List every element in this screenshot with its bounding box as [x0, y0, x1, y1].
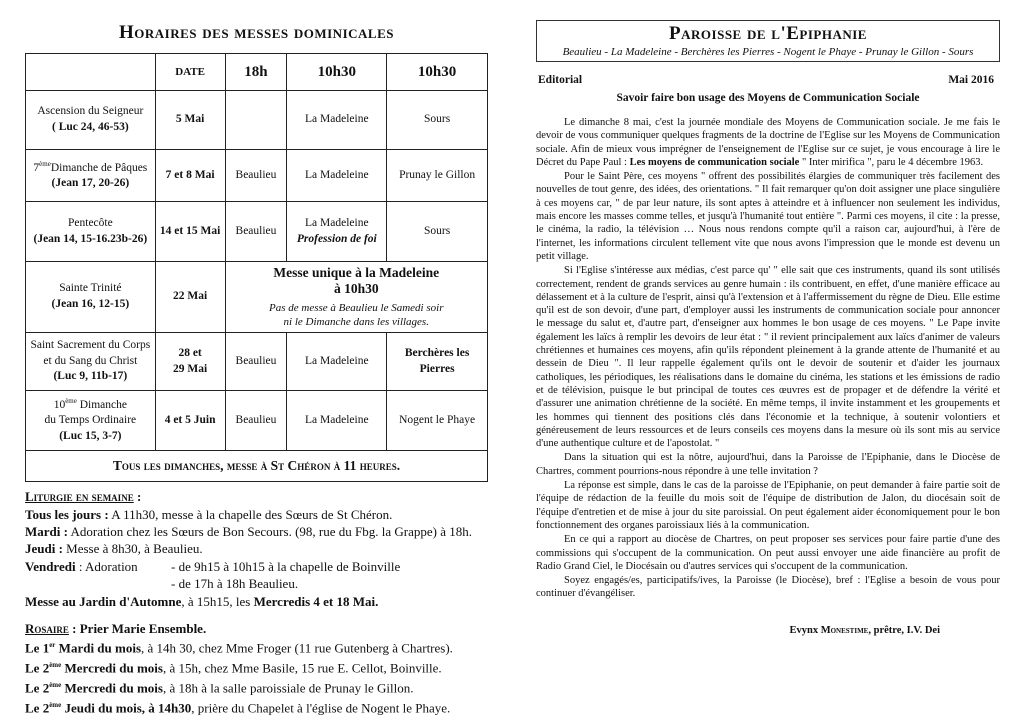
rosary-line-text: , à 15h, chez Mme Basile, 15 rue E. Cellot, Boinville. — [162, 660, 442, 676]
table-footer-row — [26, 451, 488, 482]
liturgy-heading-text: Liturgie en semaine — [25, 489, 134, 505]
date-cell: 14 et 15 Mai — [155, 202, 225, 262]
liturgy-line-text: A 11h30, messe à la chapelle des Sœurs de St Chéron. — [108, 506, 393, 522]
feast-text: Dimanche — [79, 398, 127, 411]
unique-mass-note — [228, 301, 485, 330]
rosary-heading-text: Rosaire — [25, 621, 69, 637]
header-feast-cell — [26, 54, 156, 91]
rosary-line — [25, 657, 488, 677]
date-line1: 28 et — [178, 346, 202, 359]
cell-10h30-a: La Madeleine — [287, 391, 387, 451]
feast-ordinal-sup: ème — [65, 396, 77, 405]
rosary-line-sup: ème — [49, 680, 62, 689]
rosary-line-label: Mercredi du mois — [61, 660, 163, 676]
signature — [536, 625, 1000, 636]
rosary-line-label: Mercredi du mois — [61, 680, 163, 696]
liturgy-line-label: Mardi : — [25, 524, 68, 540]
rosary-heading — [25, 620, 488, 637]
liturgy-line-emphasis: Mercredis 4 et 18 Mai. — [253, 593, 379, 609]
liturgy-line — [25, 558, 488, 575]
liturgy-line-label: Tous les jours : — [25, 506, 109, 522]
feast-cell — [26, 391, 156, 451]
unique-mass-cell — [225, 262, 487, 333]
issue-date: Mai 2016 — [948, 74, 994, 86]
editorial-body — [536, 116, 1000, 601]
cell-10h30-b: Sours — [387, 202, 488, 262]
editorial-label: Editorial — [538, 74, 583, 86]
gospel-ref: (Jean 14, 15-16.23b-26) — [33, 232, 148, 245]
editorial-subtitle: Savoir faire bon usage des Moyens de Communication Sociale — [616, 92, 920, 104]
parish-title-box — [536, 20, 1000, 62]
liturgy-line-detail: - de 9h15 à 10h15 à la chapelle de Boinville — [171, 558, 401, 574]
liturgy-line — [25, 506, 488, 523]
rosary-heading-rest: : Prier Marie Ensemble. — [68, 621, 207, 637]
venue-line2: Pierres — [419, 362, 455, 375]
parish-places: Beaulieu - La Madeleine - Berchères les Pierres - Nogent le Phaye - Prunay le Gillon - Sours — [562, 46, 974, 58]
rosary-line-ordinal: Le 2 — [25, 700, 50, 715]
unique-mass-note-line2: ni le Dimanche dans les villages. — [283, 316, 429, 329]
paragraph-emphasis: Les moyens de communication sociale — [629, 156, 800, 168]
header-10h30-a: 10h30 — [287, 54, 387, 91]
editorial-header — [536, 74, 1000, 86]
feast-cell — [26, 262, 156, 333]
date-cell — [155, 333, 225, 391]
rosary-line-ordinal: Le 2 — [25, 680, 50, 696]
feast-name-line2: et du Sang du Christ — [43, 354, 138, 367]
rosary-line — [25, 697, 488, 717]
gospel-ref: (Luc 15, 3-7) — [59, 429, 122, 442]
feast-name: Sainte Trinité — [59, 282, 122, 295]
liturgy-line-detail: - de 17h à 18h Beaulieu. — [171, 576, 299, 592]
mass-schedule-title: Horaires des messes dominicales — [119, 22, 394, 43]
st-cheron-footer: Tous les dimanches, messe à St Chéron à 11 heures. — [26, 451, 488, 482]
cell-10h30-b — [387, 333, 488, 391]
date-cell: 22 Mai — [155, 262, 225, 333]
paragraph-text: Le dimanche 8 mai, c'est la journée mondiale des Moyens de Communication sociale. Je me fais le devoir de vous communiquer quelques fragments de la doctrine de l'Eglise sur les Moyens de Communication sociale. Afin de mieux vous imprégner de l'enseignement de l'Eglise sur ce sujet, je vous encourage à lire le Décret du Pape Paul : — [536, 117, 1000, 168]
cell-18h: Beaulieu — [225, 202, 287, 262]
table-row — [26, 333, 488, 391]
feast-cell — [26, 333, 156, 391]
paragraph: Pour le Saint Père, ces moyens " offrent des possibilités élargies de communiquer très facilement des nouvelles de tout genre, des idées, des orientations. " Il fait remarquer qu'on doit assigner une place singulière à ces moyens car, " de par leur nature, ils sont aptes à atteindre et à influencer non seulement les individus, mais encore les masses comme telles, et jusqu'à l'humanité tout entière ". Parmi ces moyens, il cite : la presse, le cinéma, la radio, la télévision … Nous nous rendons compte qu'il a raison car, aujourd'hui, à l'ère de l'internet, les informations circulent tellement vite que nous avons l'impression que le monde est devenu un petit village. — [536, 171, 1000, 262]
feast-cell — [26, 150, 156, 202]
rosary-line-sup: er — [49, 641, 56, 650]
right-column — [536, 20, 1000, 636]
unique-mass-note-line1: Pas de messe à Beaulieu le Samedi soir — [269, 301, 444, 314]
feast-name: Ascension du Seigneur — [37, 105, 144, 118]
parish-title: Paroisse de l'Epiphanie — [669, 23, 867, 44]
paragraph: Si l'Eglise s'intéresse aux médias, c'est parce qu' " elle sait que ces instruments, quand ils sont utilisés correctement, rendent de grands services au genre humain : ils contribuent, en effet, d'une manière efficace au délassement et à la culture de l'esprit, ainsi qu'à l'extension et à l'affermissement du règne de Dieu. Elle estime qu'il est de son devoir, d'une part, d'employer aussi les instruments de communication sociale pour annoncer le message du salut et, d'autre part, d'enseigner aux hommes le bon usage de ces moyens. " Le Pape invite également les laïcs à remplir les devoirs de leur état : " il revient principalement aux laïcs d'animer de valeurs chrétiennes et humaines ces moyens, afin qu'ils répondent pleinement à la grande attente de l'humanité et au dessein de Dieu ". Il leur rappelle également qu'ils ont le devoir de soutenir et d'aider les journaux catholiques, les périodiques, les réalisations dans le domaine du cinéma, les stations et les émissions de radio et de télévision, puisque le but principal de toutes ces œuvres est de propager et de défendre la vérité et d'assurer une animation chrétienne de la société. En même temps, il invite instamment et les groupements et les hommes qui tiennent des positions clés dans l'économie et la technique, à soutenir volontiers et généreusement de leurs ressources et de leurs conseils ces moyens dans la mesure où ils sont mis au service d'une authentique culture et de l'apostolat. " — [536, 265, 1000, 450]
gospel-ref: (Luc 9, 11b-17) — [53, 370, 128, 383]
rosary-line-ordinal: Le 1 — [25, 640, 50, 656]
signature-last-name: Monestime — [820, 624, 869, 636]
liturgy-line — [25, 575, 488, 592]
feast-name: Pentecôte — [68, 216, 113, 229]
gospel-ref: (Jean 16, 12-15) — [51, 298, 130, 310]
cell-10h30-a: La Madeleine — [287, 333, 387, 391]
feast-name — [28, 397, 153, 413]
venue-line1: Berchères les — [404, 346, 470, 359]
paragraph: En ce qui a rapport au diocèse de Chartres, on peut proposer ses services pour faire partie d'une des commissions qui s'occupent de la communication. On peut aussi envoyer une aide financière au profit de Radio Grand Ciel, le Diocésain ou d'autres services qui s'occupent de la communication. — [536, 534, 1000, 572]
gospel-ref: (Jean 17, 20-26) — [51, 176, 130, 189]
paragraph: Soyez engagés/es, participatifs/ives, la Paroisse (le Diocèse), bref : l'Eglise a besoin de vous pour continuer d'évangéliser. — [536, 575, 1000, 600]
cell-18h: Beaulieu — [225, 391, 287, 451]
rosary-line — [25, 677, 488, 697]
header-18h: 18h — [225, 54, 287, 91]
rosary-line — [25, 637, 488, 657]
feast-text: Dimanche de Pâques — [50, 161, 148, 174]
mass-schedule-table — [25, 53, 488, 482]
rosary-line-label: Jeudi du mois, à 14h30 — [61, 700, 192, 715]
venue-text: La Madeleine — [305, 216, 369, 229]
liturgy-line — [25, 593, 488, 610]
date-cell: 7 et 8 Mai — [155, 150, 225, 202]
paragraph: Dans la situation qui est la nôtre, aujourd'hui, dans la Paroisse de l'Epiphanie, dans le Diocèse de Chartres, comment pourrions-nous répondre à une telle invitation ? — [536, 452, 1000, 477]
left-column — [25, 22, 488, 716]
unique-mass-title-line2: à 10h30 — [333, 280, 379, 296]
signature-title: , prêtre, I.V. Dei — [868, 624, 940, 636]
table-row — [26, 262, 488, 333]
table-header-row — [26, 54, 488, 91]
liturgy-line-label: Messe au Jardin d'Automne — [25, 593, 182, 609]
table-row — [26, 391, 488, 451]
liturgy-line-label: Vendredi — [25, 558, 76, 574]
gospel-ref: ( Luc 24, 46-53) — [52, 121, 129, 133]
liturgy-heading-colon: : — [133, 489, 142, 505]
paragraph — [536, 116, 1000, 169]
rosary-line-sup: ème — [49, 700, 62, 709]
cell-10h30-b: Prunay le Gillon — [387, 150, 488, 202]
feast-name-line2: du Temps Ordinaire — [44, 414, 137, 427]
header-10h30-b: 10h30 — [387, 54, 488, 91]
cell-10h30-a: La Madeleine — [287, 150, 387, 202]
signature-first-name: Evynx — [789, 624, 821, 636]
rosary-line-text: , à 14h 30, chez Mme Froger (11 rue Gutenberg à Chartres). — [141, 640, 453, 656]
feast-cell — [26, 202, 156, 262]
rosary-line-sup: ème — [49, 661, 62, 670]
unique-mass-title-line1: Messe unique à la Madeleine — [273, 264, 440, 280]
rosary-line-text: , prière du Chapelet à l'église de Nogent le Phaye. — [191, 700, 451, 715]
feast-name — [28, 160, 153, 176]
feast-name: Saint Sacrement du Corps — [30, 339, 151, 352]
cell-10h30-b: Sours — [387, 91, 488, 150]
cell-18h: Beaulieu — [225, 150, 287, 202]
cell-10h30-a — [287, 202, 387, 262]
cell-10h30-a: La Madeleine — [287, 91, 387, 150]
liturgy-line-text: Messe à 8h30, à Beaulieu. — [62, 541, 203, 557]
profession-de-foi-note: Profession de foi — [296, 232, 377, 245]
liturgy-line — [25, 540, 488, 557]
table-row — [26, 91, 488, 150]
paragraph: La réponse est simple, dans le cas de la paroisse de l'Epiphanie, on peut demander à faire partie soit de l'équipe de rédaction de la feuille du mois soit de l'équipe de distribution de Jalon, du diocésain soit de l'équipe d'entretien et de mise à jour du site paroissial. On peut également aider économiquement pour le bon fonctionnement des organes paroissiaux liés à la communication. — [536, 480, 1000, 531]
feast-ordinal: 10 — [53, 398, 66, 411]
date-cell: 5 Mai — [155, 91, 225, 150]
cell-10h30-b: Nogent le Phaye — [387, 391, 488, 451]
feast-ordinal: 7 — [33, 161, 40, 174]
table-row — [26, 202, 488, 262]
date-cell: 4 et 5 Juin — [155, 391, 225, 451]
liturgy-line-text: : Adoration — [75, 558, 138, 574]
table-row — [26, 150, 488, 202]
date-line2: 29 Mai — [173, 362, 208, 375]
liturgy-heading — [25, 488, 488, 505]
cell-18h — [225, 91, 287, 150]
cell-18h: Beaulieu — [225, 333, 287, 391]
liturgy-line-text: Adoration chez les Sœurs de Bon Secours. (98, rue du Fbg. la Grappe) à 18h. — [67, 524, 472, 540]
rosary-line-text: , à 18h à la salle paroissiale de Prunay le Gillon. — [162, 680, 414, 696]
feast-ordinal-sup: ème — [39, 159, 51, 168]
liturgy-line-label: Jeudi : — [25, 541, 63, 557]
header-date: DATE — [155, 54, 225, 91]
liturgy-line-text: , à 15h15, les — [181, 593, 254, 609]
paragraph-text-end: " Inter mirifica ", paru le 4 décembre 1963. — [799, 156, 984, 168]
feast-cell — [26, 91, 156, 150]
rosary-line-label: Mardi du mois — [55, 640, 142, 656]
liturgy-line — [25, 523, 488, 540]
weekday-liturgy — [25, 488, 488, 716]
rosary-line-ordinal: Le 2 — [25, 660, 50, 676]
